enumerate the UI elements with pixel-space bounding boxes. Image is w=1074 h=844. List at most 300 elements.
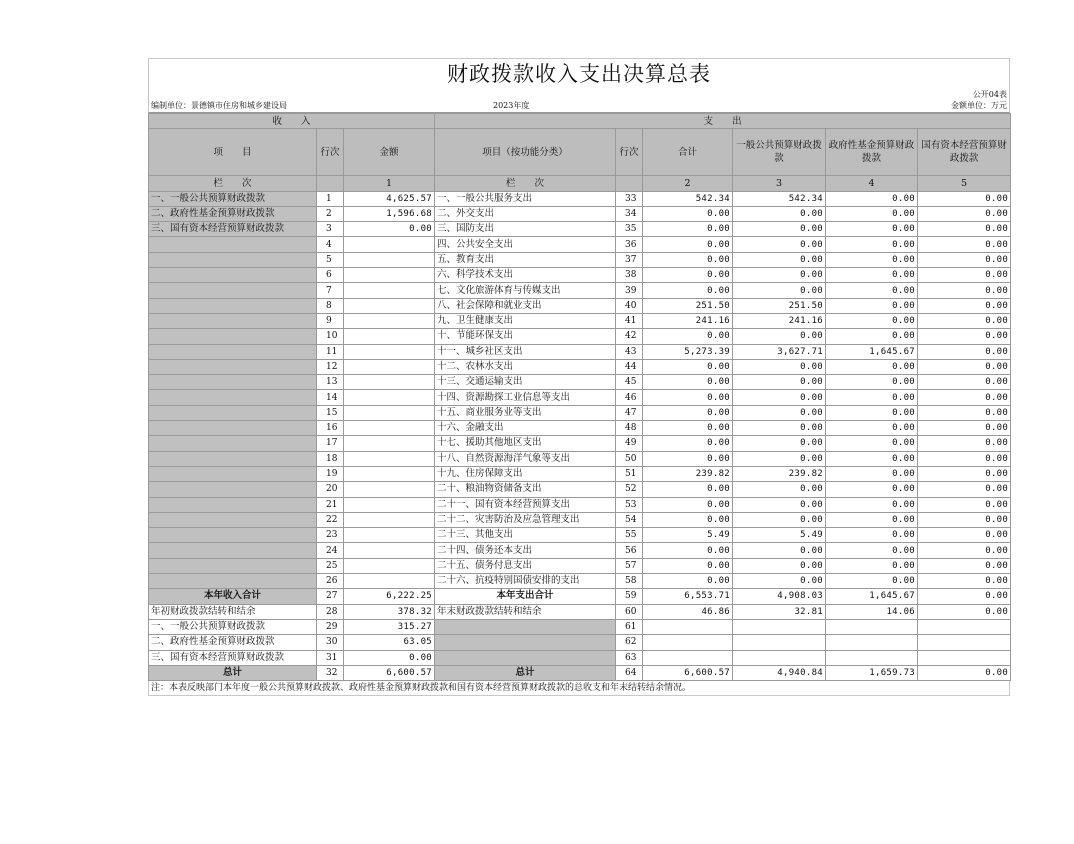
expense-state: 0.00 — [918, 665, 1011, 680]
expense-item: 年末财政拨款结转和结余 — [435, 604, 616, 619]
expense-general: 0.00 — [733, 405, 826, 420]
income-item: 年初财政拨款结转和结余 — [149, 604, 317, 619]
income-item — [149, 390, 317, 405]
expense-row-no: 53 — [616, 497, 643, 512]
income-amount: 63.05 — [344, 635, 435, 650]
expense-item: 四、公共安全支出 — [435, 237, 616, 252]
expense-item: 八、社会保障和就业支出 — [435, 298, 616, 313]
income-row-no: 24 — [317, 543, 344, 558]
income-amount — [344, 344, 435, 359]
expense-total: 0.00 — [643, 558, 733, 573]
expense-fund: 0.00 — [826, 574, 918, 589]
expense-state: 0.00 — [918, 451, 1011, 466]
expense-row-no: 58 — [616, 574, 643, 589]
expense-total: 0.00 — [643, 390, 733, 405]
income-row-no: 19 — [317, 466, 344, 481]
expense-total: 0.00 — [643, 436, 733, 451]
info-row — [148, 100, 1010, 113]
income-item — [149, 359, 317, 374]
income-row-no: 29 — [317, 619, 344, 634]
expense-row-no: 37 — [616, 252, 643, 267]
table-row — [149, 528, 1011, 543]
expense-item: 十三、交通运输支出 — [435, 375, 616, 390]
section-header-row — [149, 114, 1011, 129]
income-amount: 0.00 — [344, 222, 435, 237]
expense-total: 0.00 — [643, 359, 733, 374]
expense-total-blank — [643, 650, 733, 665]
expense-fund: 0.00 — [826, 206, 918, 221]
expense-fund: 0.00 — [826, 421, 918, 436]
income-item — [149, 313, 317, 328]
lanci-blank — [317, 176, 344, 191]
table-row — [149, 543, 1011, 558]
income-amount — [344, 451, 435, 466]
income-item — [149, 298, 317, 313]
income-row-no: 1 — [317, 191, 344, 206]
expense-fund: 0.00 — [826, 451, 918, 466]
expense-row-no: 61 — [616, 619, 643, 634]
expense-fund: 1,659.73 — [826, 665, 918, 680]
income-item: 总计 — [149, 665, 317, 680]
expense-state-blank — [918, 650, 1011, 665]
header-func-item: 项目（按功能分类） — [435, 129, 616, 176]
income-row-no: 16 — [317, 421, 344, 436]
expense-total: 6,553.71 — [643, 589, 733, 604]
income-item — [149, 375, 317, 390]
income-row-no: 5 — [317, 252, 344, 267]
table-row — [149, 313, 1011, 328]
expense-state: 0.00 — [918, 512, 1011, 527]
expense-total: 0.00 — [643, 375, 733, 390]
column-header-row — [149, 129, 1011, 176]
expense-row-no: 39 — [616, 283, 643, 298]
income-item — [149, 252, 317, 267]
expense-total: 0.00 — [643, 405, 733, 420]
expense-item: 三、国防支出 — [435, 222, 616, 237]
income-row-no: 18 — [317, 451, 344, 466]
expense-general: 241.16 — [733, 313, 826, 328]
income-row-no: 23 — [317, 528, 344, 543]
expense-general: 0.00 — [733, 268, 826, 283]
unit-label: 编制单位：景德镇市住房和城乡建设局 — [151, 101, 287, 110]
col-index-3: 3 — [733, 176, 826, 191]
expense-fund-blank — [826, 635, 918, 650]
table-row — [149, 252, 1011, 267]
expense-general: 542.34 — [733, 191, 826, 206]
carryover-detail-row — [149, 635, 1011, 650]
expense-row-no: 60 — [616, 604, 643, 619]
income-amount — [344, 359, 435, 374]
income-item — [149, 574, 317, 589]
table-row — [149, 574, 1011, 589]
income-row-no: 13 — [317, 375, 344, 390]
income-amount — [344, 466, 435, 481]
table-row — [149, 329, 1011, 344]
expense-state: 0.00 — [918, 436, 1011, 451]
expense-total: 0.00 — [643, 543, 733, 558]
expense-general: 4,908.03 — [733, 589, 826, 604]
expense-general: 0.00 — [733, 283, 826, 298]
expense-row-no: 34 — [616, 206, 643, 221]
header-amount: 金额 — [344, 129, 435, 176]
column-index-row — [149, 176, 1011, 191]
expense-state: 0.00 — [918, 283, 1011, 298]
header-fund: 政府性基金预算财政拨款 — [826, 129, 918, 176]
expense-state: 0.00 — [918, 390, 1011, 405]
income-row-no: 15 — [317, 405, 344, 420]
expense-total: 0.00 — [643, 237, 733, 252]
expense-item: 二十二、灾害防治及应急管理支出 — [435, 512, 616, 527]
table-row — [149, 482, 1011, 497]
expense-state: 0.00 — [918, 543, 1011, 558]
table-row — [149, 390, 1011, 405]
expense-state: 0.00 — [918, 344, 1011, 359]
expense-total: 251.50 — [643, 298, 733, 313]
income-row-no: 22 — [317, 512, 344, 527]
income-item: 三、国有资本经营预算财政拨款 — [149, 650, 317, 665]
expense-fund: 0.00 — [826, 375, 918, 390]
expense-item-blank — [435, 619, 616, 634]
carryover-detail-row — [149, 650, 1011, 665]
expense-total: 0.00 — [643, 451, 733, 466]
income-row-no: 30 — [317, 635, 344, 650]
expense-fund: 14.06 — [826, 604, 918, 619]
expense-total: 0.00 — [643, 497, 733, 512]
lanci-blank-2 — [616, 176, 643, 191]
expense-state-blank — [918, 635, 1011, 650]
expense-item-blank — [435, 635, 616, 650]
expense-item: 二十六、抗疫特别国债安排的支出 — [435, 574, 616, 589]
expense-state-blank — [918, 619, 1011, 634]
income-row-no: 9 — [317, 313, 344, 328]
table-row — [149, 512, 1011, 527]
income-amount: 6,222.25 — [344, 589, 435, 604]
table-row — [149, 436, 1011, 451]
expense-item: 十二、农林水支出 — [435, 359, 616, 374]
income-amount — [344, 283, 435, 298]
sheet-title: 财政拨款收入支出决算总表 — [148, 58, 1010, 90]
expense-item: 五、教育支出 — [435, 252, 616, 267]
income-amount: 4,625.57 — [344, 191, 435, 206]
grand-total-row — [149, 665, 1011, 680]
income-row-no: 14 — [317, 390, 344, 405]
income-amount — [344, 405, 435, 420]
expense-row-no: 57 — [616, 558, 643, 573]
expense-general: 0.00 — [733, 359, 826, 374]
income-item: 三、国有资本经营预算财政拨款 — [149, 222, 317, 237]
table-row — [149, 451, 1011, 466]
income-row-no: 12 — [317, 359, 344, 374]
header-general: 一般公共预算财政拨款 — [733, 129, 826, 176]
expense-row-no: 47 — [616, 405, 643, 420]
income-row-no: 4 — [317, 237, 344, 252]
expense-state: 0.00 — [918, 237, 1011, 252]
expense-state: 0.00 — [918, 375, 1011, 390]
expense-total: 0.00 — [643, 222, 733, 237]
expense-fund: 0.00 — [826, 268, 918, 283]
expense-row-no: 43 — [616, 344, 643, 359]
expense-total: 0.00 — [643, 482, 733, 497]
expense-total-blank — [643, 619, 733, 634]
income-amount — [344, 375, 435, 390]
money-unit: 金额单位：万元 — [951, 101, 1007, 110]
expense-total: 5.49 — [643, 528, 733, 543]
expense-fund: 1,645.67 — [826, 344, 918, 359]
expense-row-no: 62 — [616, 635, 643, 650]
expense-row-no: 45 — [616, 375, 643, 390]
expense-total: 0.00 — [643, 283, 733, 298]
expense-fund: 0.00 — [826, 466, 918, 481]
expense-general: 239.82 — [733, 466, 826, 481]
expense-fund: 0.00 — [826, 482, 918, 497]
income-amount — [344, 268, 435, 283]
expense-item: 十四、资源勘探工业信息等支出 — [435, 390, 616, 405]
budget-table — [148, 113, 1011, 681]
footnote: 注：本表反映部门本年度一般公共预算财政拨款、政府性基金预算财政拨款和国有资本经营预算财政拨款的总收支和年末结转结余情况。 — [148, 681, 1010, 696]
lanci-label-2: 栏 次 — [435, 176, 616, 191]
expense-item: 十一、城乡社区支出 — [435, 344, 616, 359]
expense-total: 5,273.39 — [643, 344, 733, 359]
expense-state: 0.00 — [918, 528, 1011, 543]
expense-state: 0.00 — [918, 252, 1011, 267]
income-amount — [344, 558, 435, 573]
expense-fund: 0.00 — [826, 558, 918, 573]
expense-total-blank — [643, 635, 733, 650]
income-item: 一、一般公共预算财政拨款 — [149, 619, 317, 634]
expense-general: 0.00 — [733, 237, 826, 252]
income-amount — [344, 252, 435, 267]
table-row — [149, 222, 1011, 237]
expense-general: 0.00 — [733, 206, 826, 221]
income-item — [149, 451, 317, 466]
income-amount — [344, 543, 435, 558]
expense-general: 0.00 — [733, 497, 826, 512]
income-row-no: 10 — [317, 329, 344, 344]
col-index-2: 2 — [643, 176, 733, 191]
expense-state: 0.00 — [918, 421, 1011, 436]
table-row — [149, 268, 1011, 283]
income-row-no: 27 — [317, 589, 344, 604]
expense-state: 0.00 — [918, 313, 1011, 328]
income-item — [149, 421, 317, 436]
table-row — [149, 283, 1011, 298]
expense-row-no: 64 — [616, 665, 643, 680]
expense-fund: 1,645.67 — [826, 589, 918, 604]
income-item: 二、政府性基金预算财政拨款 — [149, 206, 317, 221]
expense-row-no: 50 — [616, 451, 643, 466]
expense-row-no: 63 — [616, 650, 643, 665]
expense-state: 0.00 — [918, 359, 1011, 374]
expense-state: 0.00 — [918, 558, 1011, 573]
expense-general: 251.50 — [733, 298, 826, 313]
income-item: 二、政府性基金预算财政拨款 — [149, 635, 317, 650]
expense-fund: 0.00 — [826, 436, 918, 451]
income-row-no: 28 — [317, 604, 344, 619]
expense-item: 一、一般公共服务支出 — [435, 191, 616, 206]
income-amount: 378.32 — [344, 604, 435, 619]
expense-item: 二十、粮油物资储备支出 — [435, 482, 616, 497]
income-amount: 1,596.68 — [344, 206, 435, 221]
expense-section-header: 支 出 — [435, 114, 1011, 129]
income-row-no: 17 — [317, 436, 344, 451]
expense-general: 0.00 — [733, 574, 826, 589]
expense-general: 0.00 — [733, 329, 826, 344]
expense-item: 九、卫生健康支出 — [435, 313, 616, 328]
form-number: 公开04表 — [972, 90, 1007, 99]
expense-fund: 0.00 — [826, 497, 918, 512]
income-row-no: 32 — [317, 665, 344, 680]
table-row — [149, 206, 1011, 221]
expense-total: 0.00 — [643, 574, 733, 589]
income-item — [149, 436, 317, 451]
table-row — [149, 466, 1011, 481]
header-row-no: 行次 — [317, 129, 344, 176]
table-row — [149, 191, 1011, 206]
income-item — [149, 528, 317, 543]
expense-total: 6,600.57 — [643, 665, 733, 680]
expense-item: 十九、住房保障支出 — [435, 466, 616, 481]
expense-fund: 0.00 — [826, 237, 918, 252]
expense-fund: 0.00 — [826, 528, 918, 543]
expense-row-no: 59 — [616, 589, 643, 604]
income-item — [149, 344, 317, 359]
income-amount — [344, 313, 435, 328]
table-row — [149, 344, 1011, 359]
income-item — [149, 543, 317, 558]
expense-row-no: 40 — [616, 298, 643, 313]
table-row — [149, 237, 1011, 252]
expense-state: 0.00 — [918, 589, 1011, 604]
expense-row-no: 52 — [616, 482, 643, 497]
expense-general: 5.49 — [733, 528, 826, 543]
expense-general: 32.81 — [733, 604, 826, 619]
expense-state: 0.00 — [918, 482, 1011, 497]
income-row-no: 20 — [317, 482, 344, 497]
income-amount — [344, 298, 435, 313]
table-row — [149, 405, 1011, 420]
header-state: 国有资本经营预算财政拨款 — [918, 129, 1011, 176]
expense-fund-blank — [826, 619, 918, 634]
expense-item: 本年支出合计 — [435, 589, 616, 604]
expense-state: 0.00 — [918, 191, 1011, 206]
expense-fund: 0.00 — [826, 222, 918, 237]
col-index-5: 5 — [918, 176, 1011, 191]
expense-fund: 0.00 — [826, 512, 918, 527]
expense-total: 0.00 — [643, 512, 733, 527]
income-item — [149, 558, 317, 573]
expense-item: 总计 — [435, 665, 616, 680]
carryover-row — [149, 604, 1011, 619]
expense-item: 二、外交支出 — [435, 206, 616, 221]
expense-state: 0.00 — [918, 497, 1011, 512]
expense-row-no: 46 — [616, 390, 643, 405]
income-amount — [344, 390, 435, 405]
income-item — [149, 237, 317, 252]
expense-row-no: 44 — [616, 359, 643, 374]
expense-state: 0.00 — [918, 268, 1011, 283]
expense-state: 0.00 — [918, 222, 1011, 237]
form-number-row — [148, 90, 1010, 100]
income-amount: 0.00 — [344, 650, 435, 665]
table-row — [149, 558, 1011, 573]
income-amount — [344, 482, 435, 497]
expense-row-no: 42 — [616, 329, 643, 344]
expense-item: 十七、援助其他地区支出 — [435, 436, 616, 451]
expense-total: 0.00 — [643, 421, 733, 436]
table-row — [149, 359, 1011, 374]
expense-row-no: 56 — [616, 543, 643, 558]
expense-general-blank — [733, 635, 826, 650]
expense-total: 0.00 — [643, 252, 733, 267]
header-total: 合计 — [643, 129, 733, 176]
expense-general: 0.00 — [733, 512, 826, 527]
expense-general: 4,940.84 — [733, 665, 826, 680]
expense-state: 0.00 — [918, 329, 1011, 344]
table-row — [149, 375, 1011, 390]
expense-fund: 0.00 — [826, 283, 918, 298]
income-amount — [344, 512, 435, 527]
expense-state: 0.00 — [918, 206, 1011, 221]
year-label: 2023年度 — [493, 101, 530, 110]
expense-state: 0.00 — [918, 466, 1011, 481]
expense-general: 0.00 — [733, 451, 826, 466]
expense-total: 46.86 — [643, 604, 733, 619]
income-amount — [344, 237, 435, 252]
expense-item: 二十五、债务付息支出 — [435, 558, 616, 573]
income-section-header: 收 入 — [149, 114, 435, 129]
income-item — [149, 283, 317, 298]
income-item — [149, 405, 317, 420]
carryover-detail-row — [149, 619, 1011, 634]
expense-row-no: 38 — [616, 268, 643, 283]
expense-fund: 0.00 — [826, 405, 918, 420]
expense-item: 二十四、债务还本支出 — [435, 543, 616, 558]
income-row-no: 26 — [317, 574, 344, 589]
expense-fund: 0.00 — [826, 329, 918, 344]
expense-general: 0.00 — [733, 390, 826, 405]
expense-row-no: 41 — [616, 313, 643, 328]
expense-item: 二十一、国有资本经营预算支出 — [435, 497, 616, 512]
income-amount — [344, 329, 435, 344]
income-amount — [344, 574, 435, 589]
expense-item: 十、节能环保支出 — [435, 329, 616, 344]
expense-fund: 0.00 — [826, 390, 918, 405]
expense-general: 3,627.71 — [733, 344, 826, 359]
header-item: 项 目 — [149, 129, 317, 176]
expense-state: 0.00 — [918, 604, 1011, 619]
income-row-no: 25 — [317, 558, 344, 573]
expense-fund: 0.00 — [826, 313, 918, 328]
lanci-label: 栏 次 — [149, 176, 317, 191]
income-amount — [344, 497, 435, 512]
year-total-row — [149, 589, 1011, 604]
expense-general: 0.00 — [733, 252, 826, 267]
expense-total: 241.16 — [643, 313, 733, 328]
expense-general: 0.00 — [733, 375, 826, 390]
expense-fund: 0.00 — [826, 543, 918, 558]
table-row — [149, 298, 1011, 313]
income-item: 本年收入合计 — [149, 589, 317, 604]
income-amount — [344, 421, 435, 436]
expense-state: 0.00 — [918, 298, 1011, 313]
expense-item: 六、科学技术支出 — [435, 268, 616, 283]
expense-general: 0.00 — [733, 436, 826, 451]
expense-general: 0.00 — [733, 482, 826, 497]
expense-row-no: 49 — [616, 436, 643, 451]
income-item — [149, 268, 317, 283]
expense-row-no: 54 — [616, 512, 643, 527]
expense-fund: 0.00 — [826, 252, 918, 267]
